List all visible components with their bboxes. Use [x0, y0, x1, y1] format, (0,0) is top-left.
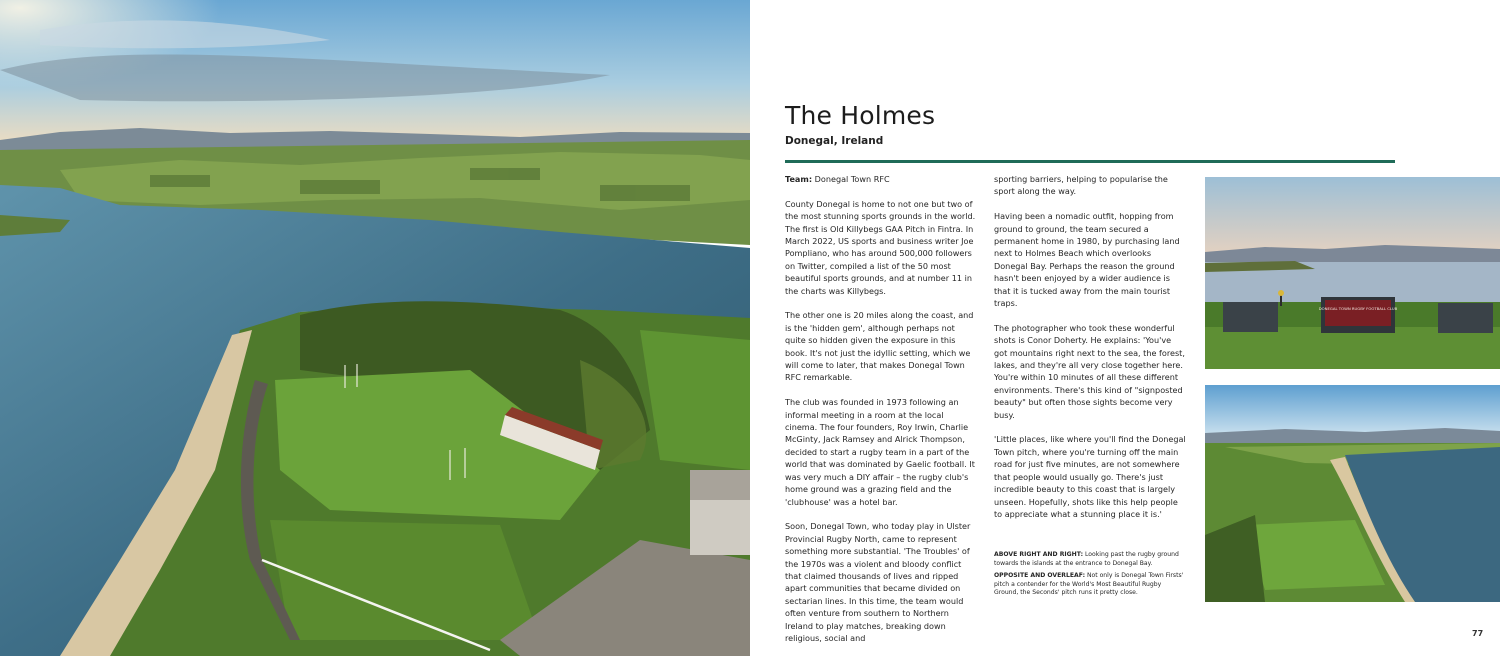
paragraph: The club was founded in 1973 following an informal meeting in a room at the local cinema. The four founders, Roy Irwin, Charlie McGinty, Jack Ramsey and Alrick Thompson, decided to start a rugby team in a part of the world that was dominated by Gaelic football. It was very much a DIY affair – the rugby club's home ground was a grazing field and the 'clubhouse' was a hotel bar. — [785, 397, 975, 507]
photo-scoreboard — [1205, 177, 1500, 369]
paragraph: 'Little places, like where you'll find the Donegal Town pitch, where you're turning off the main road for just five minutes, are not somewhere that people would usually go. There's just incredible beauty to this coast that is largely unseen. Hopefully, shots like this help people to appreciate what a stunning place it is.' — [994, 434, 1186, 519]
scoreboard-sign: DONEGAL TOWN RUGBY FOOTBALL CLUB — [1318, 306, 1398, 311]
photo-captions — [994, 551, 1186, 602]
paragraph: County Donegal is home to not one but two of the most stunning sports grounds in the world. The first is Old Killybegs GAA Pitch in Fintra. In March 2022, US sports and business writer Joe Pompliano, who has around 500,000 followers on Twitter, compiled a list of the 50 most beautiful sports grounds, and at number 11 in the charts was Killybegs. — [785, 198, 976, 296]
caption — [994, 551, 1186, 568]
paragraph: sporting barriers, helping to popularise the sport along the way. — [994, 174, 1168, 197]
caption-label: OPPOSITE AND OVERLEAF: — [994, 572, 1086, 580]
page-title: The Holmes — [785, 101, 936, 130]
paragraph: The other one is 20 miles along the coast, and is the 'hidden gem', although perhaps not quite so hidden given the exposure in this book. It's not just the idyllic setting, which we will come to later, that makes Donegal Town RFC remarkable. — [785, 310, 974, 383]
title-divider — [785, 160, 1395, 163]
body-column-2 — [994, 173, 1186, 533]
paragraph: Soon, Donegal Town, who today play in Ulster Provincial Rugby North, came to represent something more substantial. 'The Troubles' of the 1970s was a violent and bloody conflict that claimed thousands of lives and ripped apart communities that became divided on sectarian lines. In this time, the team would often venture from southern to Northern Ireland to play matches, breaking down religious, social and — [785, 521, 971, 643]
body-column-1 — [785, 173, 977, 657]
team-name: Donegal Town RFC — [814, 174, 890, 184]
paragraph: Having been a nomadic outfit, hopping from ground to ground, the team secured a permanent home in 1980, by purchasing land next to Holmes Beach which overlooks Donegal Bay. Perhaps the reason the ground hasn't been enjoyed by a wider audience is that it is tucked away from the main tourist traps. — [994, 211, 1180, 309]
caption-label: ABOVE RIGHT AND RIGHT: — [994, 551, 1084, 558]
caption-text: Looking past the rugby ground towards the islands at the entrance to Donegal Bay. — [994, 551, 1179, 567]
location-subtitle: Donegal, Ireland — [785, 135, 884, 147]
caption-text: Not only is Donegal Town Firsts' pitch a contender for the World's Most Beautiful Rugby Ground, the Seconds' pitch runs it pretty close. — [994, 572, 1184, 597]
team-line — [785, 173, 977, 185]
aerial-photo-rugby-ground — [0, 0, 750, 656]
paragraph: The photographer who took these wonderful shots is Conor Doherty. He explains: 'You've got mountains right next to the sea, the forest, lakes, and they're all very close together here. You're within 10 minutes of all these different environments. There's this kind of "signposted beauty" but often those sights become very busy. — [994, 322, 1185, 420]
photo-aerial-bay — [1205, 385, 1500, 602]
team-label: Team: — [785, 174, 813, 184]
caption — [994, 572, 1186, 598]
page-number: 77 — [1472, 629, 1484, 638]
